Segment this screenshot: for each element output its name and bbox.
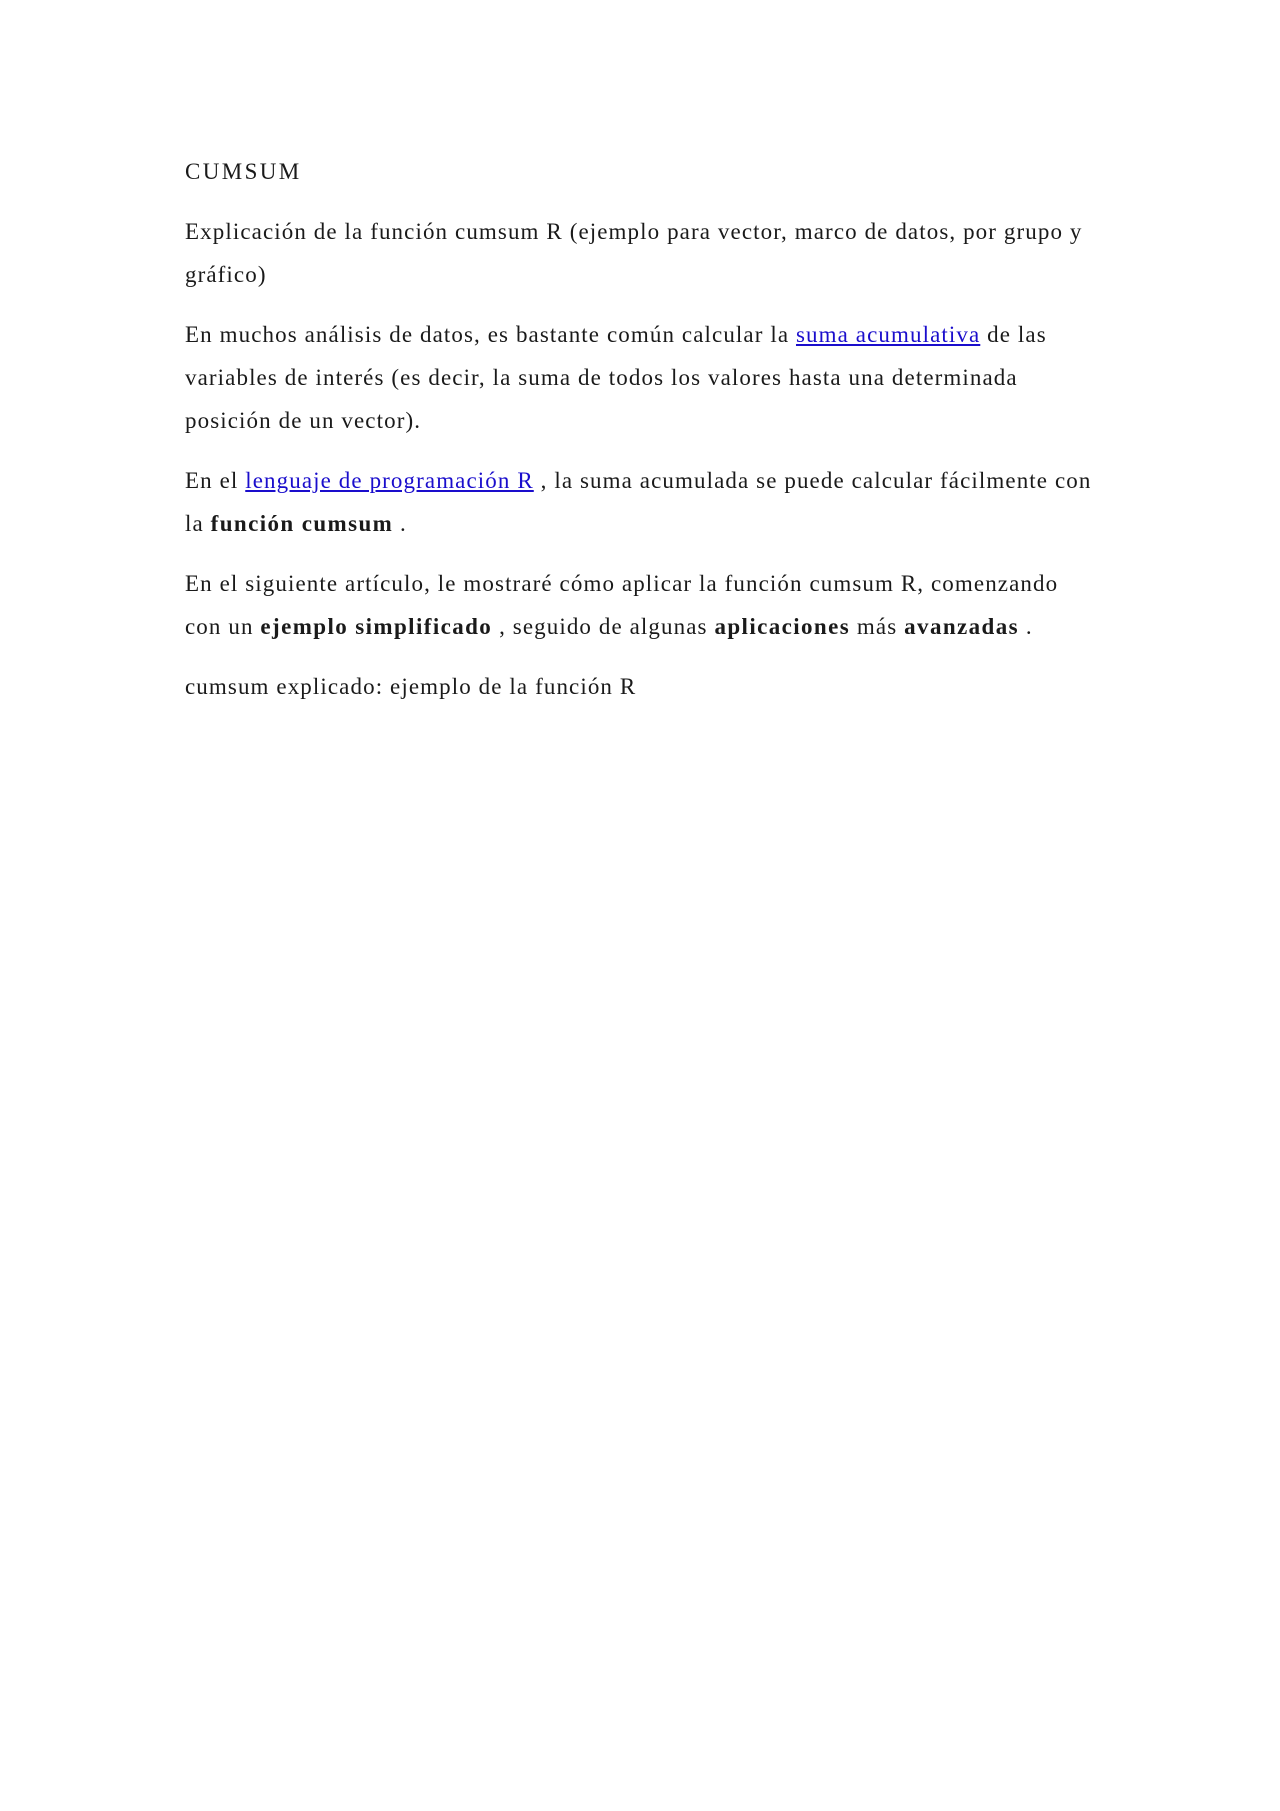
bold-text: aplicaciones xyxy=(714,614,851,639)
paragraph-text: , seguido de algunas xyxy=(492,614,715,639)
paragraph-text: de las variables de interés (es decir, la suma de todos los valores hasta una determinada posición de un vector). xyxy=(185,322,1047,433)
document-body xyxy=(185,150,1095,725)
cumulative-sum-link[interactable]: suma acumulativa xyxy=(795,322,981,347)
paragraph-text: . xyxy=(393,511,407,536)
paragraph-text: , la suma acumulada se puede calcular fácilmente con la xyxy=(185,468,1092,536)
bold-text: ejemplo simplificado xyxy=(260,614,493,639)
intro-paragraph xyxy=(185,313,1095,442)
paragraph-text: En el siguiente artículo, le mostraré cómo aplicar la función cumsum R, comenzando con un xyxy=(185,571,1059,639)
document-title: CUMSUM xyxy=(185,159,302,184)
paragraph-text: . xyxy=(1018,614,1033,639)
paragraph-text: En muchos análisis de datos, es bastante común calcular la xyxy=(185,322,796,347)
r-language-link[interactable]: lenguaje de programación R xyxy=(245,468,534,493)
paragraph-text: más xyxy=(850,614,905,639)
r-language-paragraph xyxy=(185,459,1095,545)
document-subtitle: Explicación de la función cumsum R (ejemplo para vector, marco de datos, por grupo y gráfico) xyxy=(185,219,1083,287)
bold-text: avanzadas xyxy=(904,614,1019,639)
section-heading: cumsum explicado: ejemplo de la función R xyxy=(185,674,637,699)
bold-text: función cumsum xyxy=(210,511,394,536)
paragraph-text: En el xyxy=(185,468,246,493)
article-overview-paragraph xyxy=(185,562,1095,648)
